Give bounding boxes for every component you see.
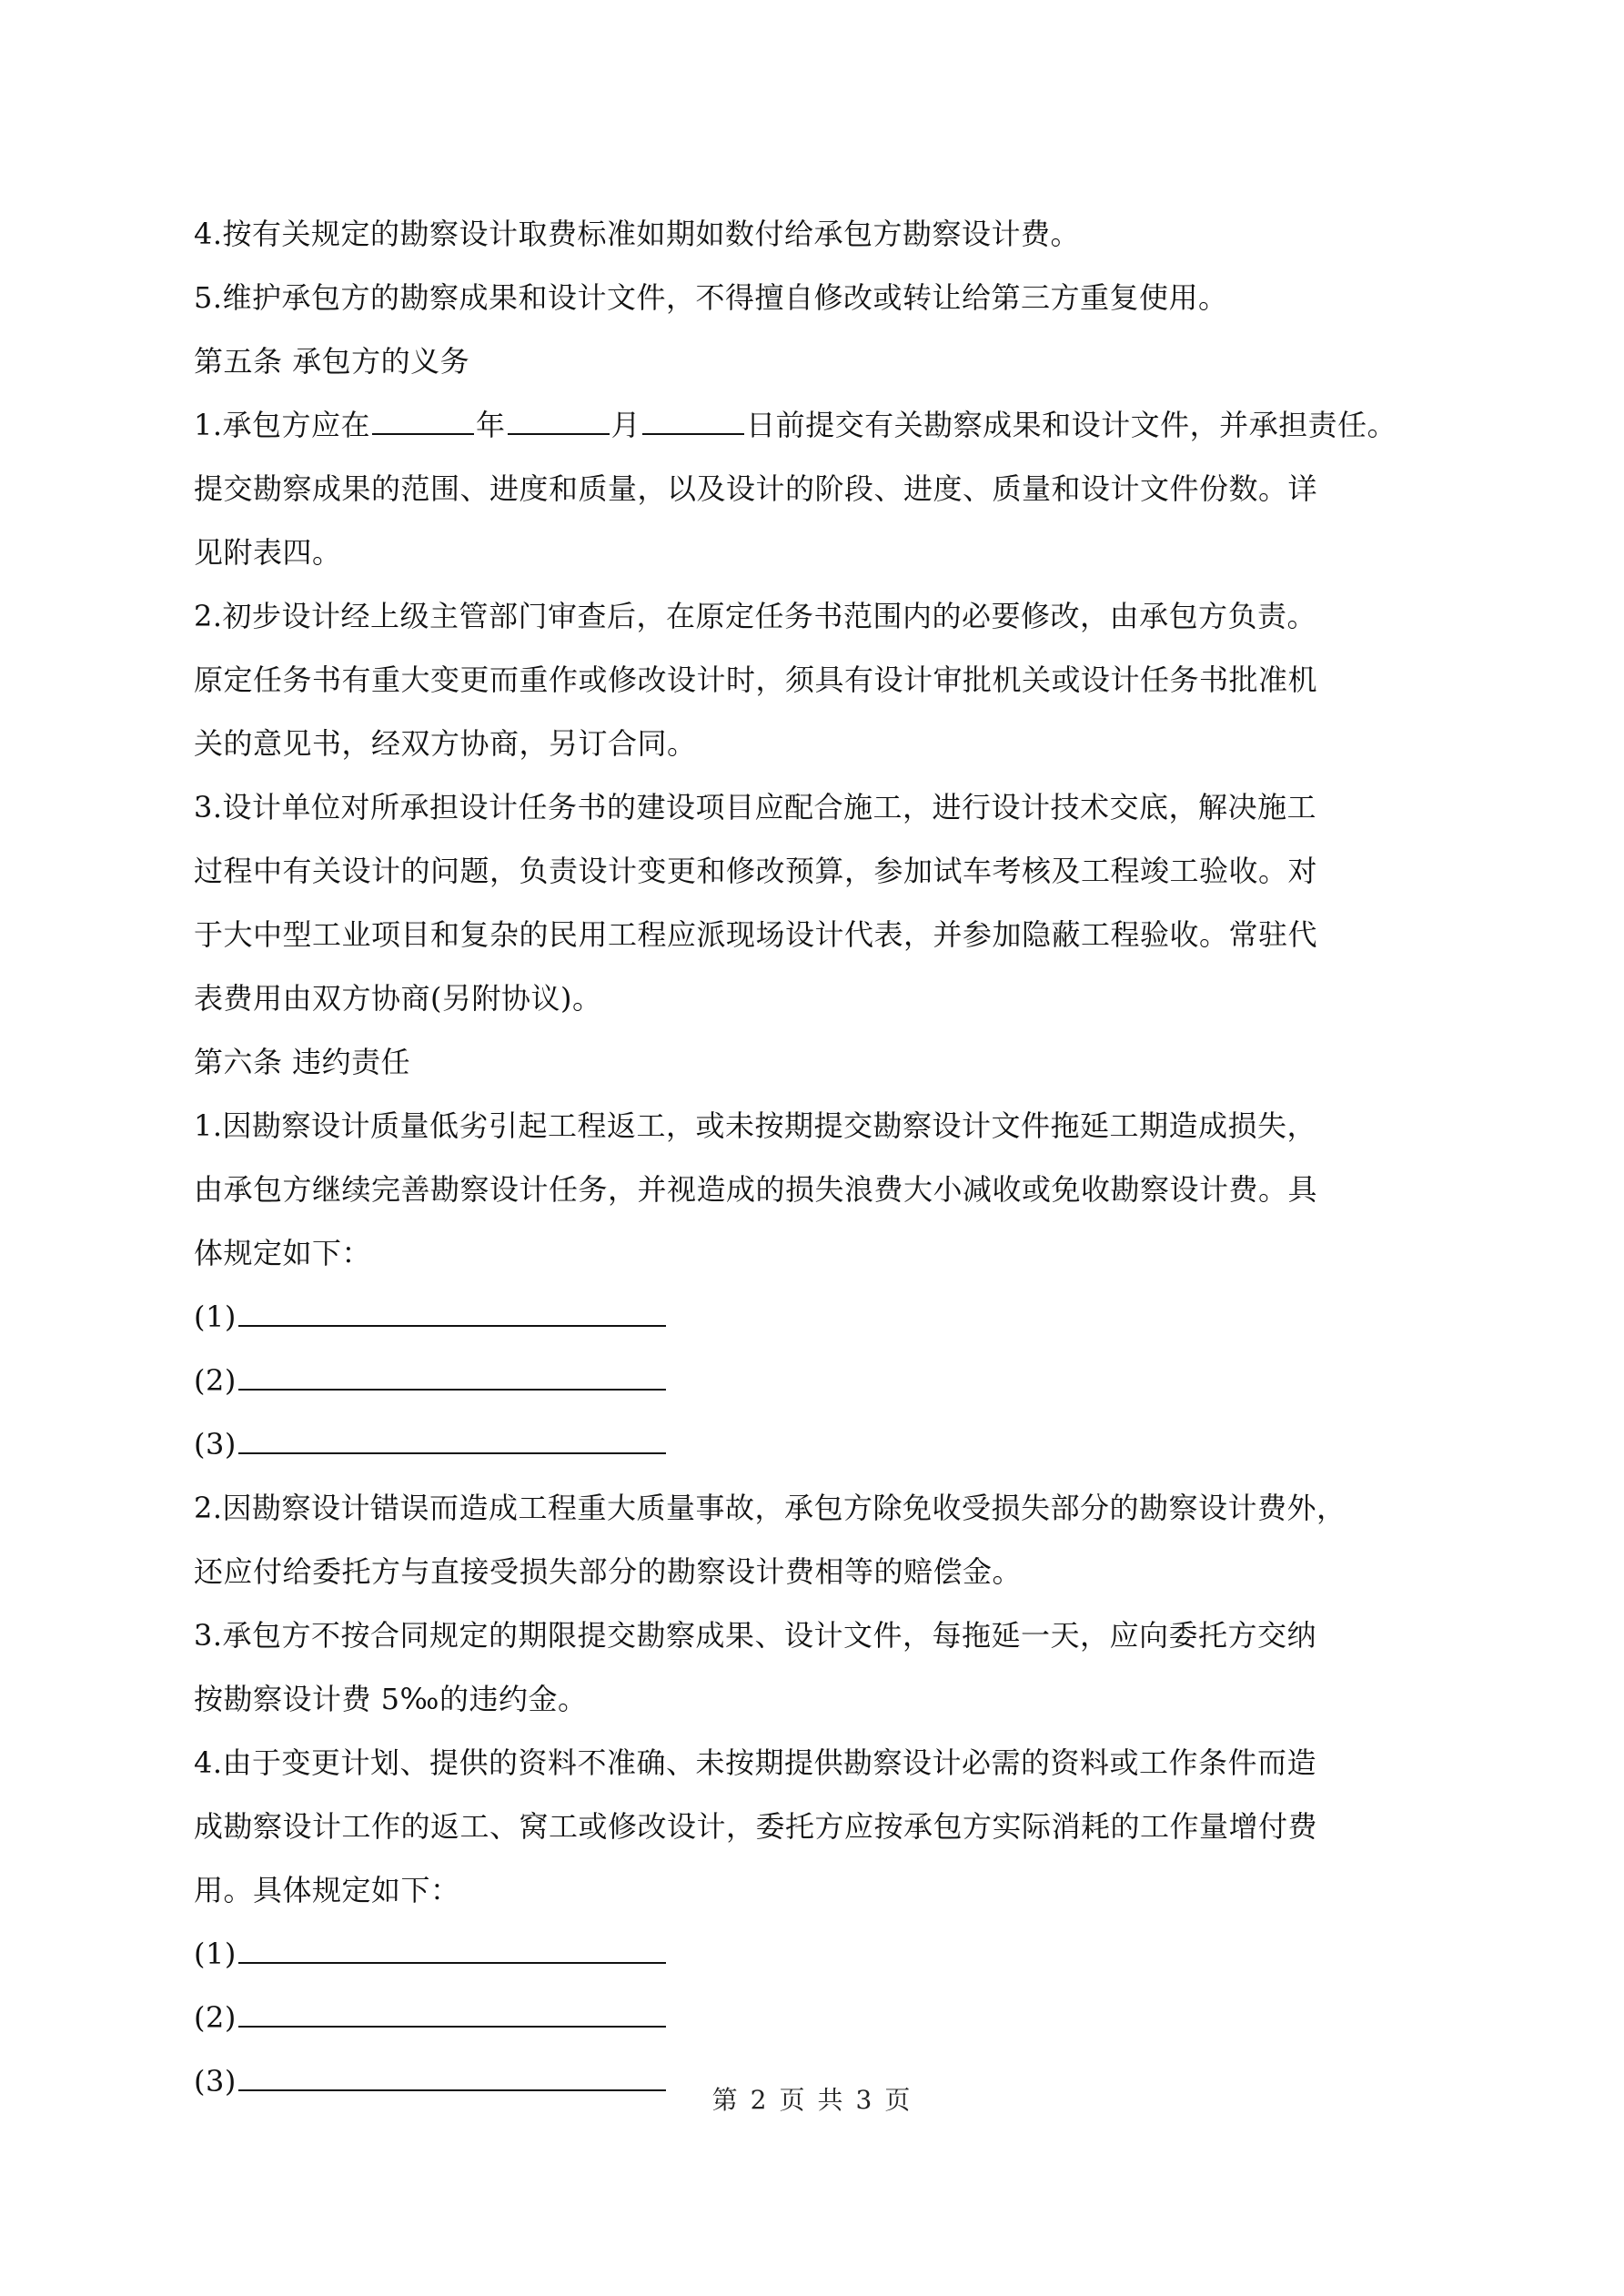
clause-5-item-3-line-3: 于大中型工业项目和复杂的民用工程应派现场设计代表，并参加隐蔽工程验收。常驻代 [194,917,1318,952]
sub-item-label: (3) [194,1427,237,1462]
fill-blank[interactable] [238,1421,666,1454]
clause-5-item-2-line-3: 关的意见书，经双方协商，另订合同。 [194,726,697,761]
clause-4-item-4: 4.按有关规定的勘察设计取费标准如期如数付给承包方勘察设计费。 [194,217,1081,251]
clause-6-item-2-line-2: 还应付给委托方与直接受损失部分的勘察设计费相等的赔偿金。 [194,1554,1023,1589]
footer-page-number: 2 [750,2085,769,2115]
item-text: 日前提交有关勘察成果和设计文件，并承担责任。 [746,408,1397,442]
year-blank[interactable] [372,406,474,435]
footer-page-word: 页 [779,2085,807,2115]
clause-5-heading: 第五条 承包方的义务 [194,344,470,379]
document-body [194,202,1472,2113]
sub-item-label: (2) [194,1363,237,1398]
clause-6-item-1-line-3: 体规定如下： [194,1236,372,1270]
clause-5-item-3-line-1: 3.设计单位对所承担设计任务书的建设项目应配合施工，进行设计技术交底，解决施工 [194,790,1317,824]
sub-item-label: (2) [194,2000,237,2035]
fill-blank[interactable] [238,1931,666,1964]
clause-5-item-2-line-2: 原定任务书有重大变更而重作或修改设计时，须具有设计审批机关或设计任务书批准机 [194,663,1318,697]
clause-6-item-3-line-2: 按勘察设计费 5‰的违约金。 [194,1682,588,1716]
clause-5-item-3-line-4: 表费用由双方协商(另附协议)。 [194,981,602,1016]
clause-6-item-1-line-1: 1.因勘察设计质量低劣引起工程返工，或未按期提交勘察设计文件拖延工期造成损失， [194,1108,1317,1143]
fill-blank[interactable] [238,1995,666,2028]
footer-total-pages: 3 [855,2085,874,2115]
clause-6-item-4-line-3: 用。具体规定如下： [194,1873,460,1907]
clause-5-item-1-line-1 [194,393,1472,457]
fill-blank[interactable] [238,1294,666,1327]
clause-6-item-1-line-2: 由承包方继续完善勘察设计任务，并视造成的损失浪费大小减收或免收勘察设计费。具 [194,1172,1318,1207]
item-text: 1.承包方应在 [194,408,371,442]
clause-5-item-2-line-1: 2.初步设计经上级主管部门审查后，在原定任务书范围内的必要修改，由承包方负责。 [194,599,1317,633]
page-footer [0,2080,1624,2117]
footer-suffix: 页 [884,2085,913,2115]
clause-6-item-3-line-1: 3.承包方不按合同规定的期限提交勘察成果、设计文件，每拖延一天，应向委托方交纳 [194,1618,1317,1653]
sub-item-label: (3) [194,2064,237,2099]
sub-item-3 [194,1412,1472,1476]
item-text: 月 [610,408,641,442]
fill-blank[interactable] [238,1358,666,1391]
sub-item-1 [194,1285,1472,1349]
sub-item-label: (1) [194,1300,237,1334]
sub-item-1b [194,1922,1472,1986]
sub-item-2b [194,1986,1472,2049]
clause-6-heading: 第六条 违约责任 [194,1045,411,1079]
clause-6-item-2-line-1: 2.因勘察设计错误而造成工程重大质量事故，承包方除免收受损失部分的勘察设计费外， [194,1491,1347,1525]
item-text: 年 [476,408,506,442]
clause-6-item-4-line-1: 4.由于变更计划、提供的资料不准确、未按期提供勘察设计必需的资料或工作条件而造 [194,1745,1317,1780]
sub-item-label: (1) [194,1937,237,1971]
footer-total-word: 共 [817,2085,845,2115]
clause-4-item-5: 5.维护承包方的勘察成果和设计文件，不得擅自修改或转让给第三方重复使用。 [194,280,1228,315]
clause-6-item-4-line-2: 成勘察设计工作的返工、窝工或修改设计，委托方应按承包方实际消耗的工作量增付费 [194,1809,1318,1844]
clause-5-item-3-line-2: 过程中有关设计的问题，负责设计变更和修改预算，参加试车考核及工程竣工验收。对 [194,854,1318,888]
clause-5-item-1-line-3: 见附表四。 [194,535,342,570]
clause-5-item-1-line-2: 提交勘察成果的范围、进度和质量，以及设计的阶段、进度、质量和设计文件份数。详 [194,471,1318,506]
sub-item-2 [194,1349,1472,1412]
footer-prefix: 第 [711,2085,740,2115]
month-blank[interactable] [508,406,610,435]
day-blank[interactable] [642,406,744,435]
